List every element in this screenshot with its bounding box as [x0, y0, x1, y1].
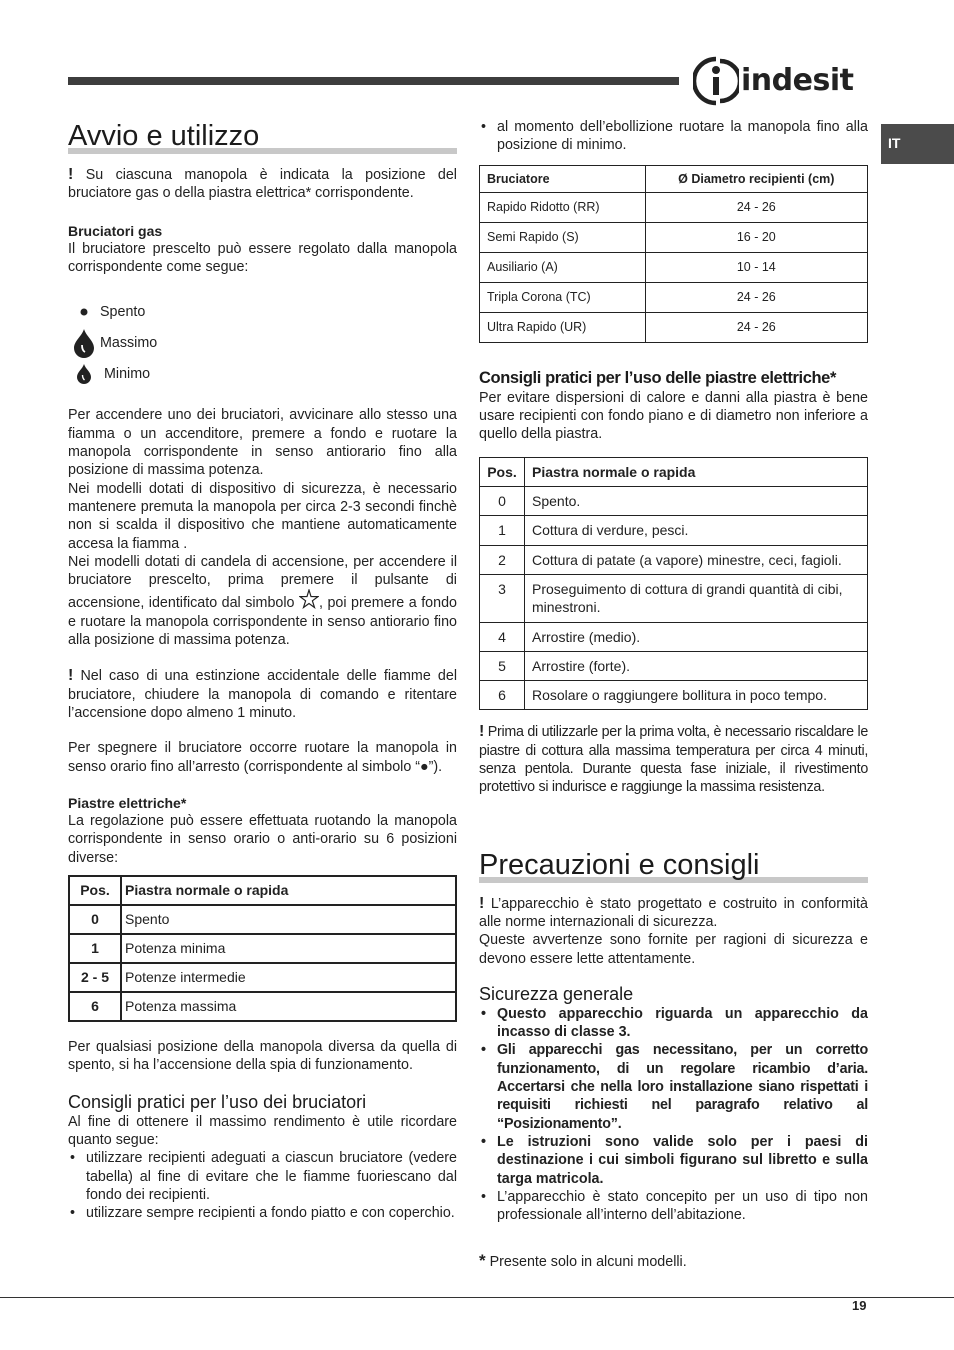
precautions-paragraph-2: Queste avvertenze sono fornite per ragioni di sicurezza e devono essere lette attentamente. — [479, 932, 868, 967]
list-item: • utilizzare sempre recipienti a fondo piatto e con coperchio. — [68, 1204, 457, 1222]
brand-logo — [693, 55, 871, 107]
burners-heading: Bruciatori gas — [68, 222, 163, 239]
table-cell: Semi Rapido (S) — [480, 222, 646, 252]
symbol-row-min — [68, 358, 457, 389]
table-header: Pos. — [480, 457, 525, 486]
spark-icon — [299, 589, 319, 609]
table-row — [480, 622, 868, 651]
table-cell: Rosolare o raggiungere bollitura in poco tempo. — [525, 681, 868, 710]
tips-list — [68, 1149, 457, 1222]
table-cell: Proseguimento di cottura di grandi quantità di cibi, minestroni. — [525, 574, 868, 622]
plates-text: La regolazione può essere effettuata ruotando la manopola corrispondente in senso orario o anti-orario su 6 posizioni diverse: — [68, 813, 457, 866]
table-row — [69, 934, 456, 963]
plates-table-left — [68, 875, 457, 1022]
burners-text: Il bruciatore prescelto può essere regolato dalla manopola corrispondente come segue: — [68, 240, 457, 276]
table-cell: Ultra Rapido (UR) — [480, 312, 646, 342]
ignite-paragraph-1: Per accendere uno dei bruciatori, avvicinare allo stesso una fiamma o un accenditore, premere a fondo e ruotare la manopola corrispondente in senso antiorario fino alla posizione di massima potenza. — [68, 407, 457, 479]
table-cell: 16 - 20 — [645, 222, 867, 252]
symbol-label: Minimo — [104, 365, 151, 382]
tips-heading: Consigli pratici per l’uso dei bruciatori — [68, 1091, 367, 1112]
table-cell: 4 — [480, 622, 525, 651]
large-flame-icon — [68, 328, 100, 358]
tips-text: Al fine di ottenere il massimo rendimento è utile ricordare quanto segue: — [68, 1113, 457, 1148]
table-cell: 3 — [480, 574, 525, 622]
footer-divider — [0, 1297, 954, 1298]
table-row — [480, 192, 868, 222]
table-cell: 2 — [480, 545, 525, 574]
left-column — [68, 118, 457, 1222]
table-row — [480, 282, 868, 312]
off-paragraph: Per spegnere il bruciatore occorre ruotare la manopola in senso orario fino all’arresto (corrispondente al simbolo “●”). — [68, 740, 457, 775]
table-row — [480, 487, 868, 516]
brand-name: indesit — [741, 63, 854, 98]
table-cell: 1 — [480, 516, 525, 545]
table-row — [480, 222, 868, 252]
table-cell: 0 — [480, 487, 525, 516]
table-row — [69, 992, 456, 1021]
table-cell: Arrostire (medio). — [525, 622, 868, 651]
table-cell: Tripla Corona (TC) — [480, 282, 646, 312]
symbol-row-off — [68, 296, 457, 327]
table-header-row — [480, 457, 868, 486]
table-cell: Cottura di verdure, pesci. — [525, 516, 868, 545]
right-column — [479, 118, 868, 1224]
first-use-paragraph: ! Prima di utilizzarle per la prima volta, è necessario riscaldare le piastre di cottura alla massima temperatura per circa 4 minuti, senza pentola. Durante questa fase iniziale, il rivestimento protettivo si indurisce e raggiunge la massima resistenza. — [479, 723, 868, 796]
asterisk-mark: * — [479, 1251, 486, 1270]
table-cell: 24 - 26 — [645, 282, 867, 312]
list-item: • Questo apparecchio riguarda un apparecchio da incasso di classe 3. — [479, 1005, 868, 1042]
table-row — [69, 905, 456, 934]
plates-heading: Piastre elettriche* — [68, 794, 187, 811]
table-row — [480, 651, 868, 680]
table-cell: Arrostire (forte). — [525, 651, 868, 680]
table-cell: Ausiliario (A) — [480, 252, 646, 282]
table-row — [480, 312, 868, 342]
table-header-row — [69, 876, 456, 905]
list-item: • Gli apparecchi gas necessitano, per un corretto funzionamento, di un regolare ricambio d’aria. Accertarsi che nella loro installazione siano rispettati i requisiti richiesti nel paragrafo relativo al “Posizionamento”. — [479, 1041, 868, 1132]
plates-tips-heading: Consigli pratici per l’uso delle piastre elettriche* — [479, 368, 836, 387]
ignite-paragraph-3: Nei modelli dotati di candela di accensione, per accendere il bruciatore prescelto, prima premere il pulsante di accensione, identificato dal simbolo , poi premere a fondo e ruotare la manopola corrispondente in senso antiorario fino alla posizione di massima potenza. — [68, 553, 457, 649]
ignite-paragraph-2: Nei modelli dotati di dispositivo di sicurezza, è necessario mantenere premuta la manopola per circa 2-3 secondi finchè non si scalda il dispositivo che mantiene automaticamente accesa la fiamma . — [68, 480, 457, 552]
warning-mark: ! — [479, 723, 485, 741]
table-cell: 24 - 26 — [645, 192, 867, 222]
table-header: Pos. — [69, 876, 121, 905]
plates-table-right — [479, 457, 868, 711]
table-row — [480, 681, 868, 710]
plates-tips-text: Per evitare dispersioni di calore e danni alla piastra è bene usare recipienti con fondo piano e di diametro non inferiore a quello della piastra. — [479, 389, 868, 443]
list-item: • L’apparecchio è stato concepito per un uso di tipo non professionale all’interno dell’abitazione. — [479, 1188, 868, 1225]
safety-list — [479, 1005, 868, 1225]
header-bar — [68, 77, 679, 85]
symbol-legend — [68, 296, 457, 389]
list-item: • utilizzare recipienti adeguati a ciascun bruciatore (vedere tabella) al fine di evitare che le fiamme fuoriescano dal fondo dei recipienti. — [68, 1149, 457, 1204]
indesit-logo-icon — [693, 55, 739, 107]
table-header: Piastra normale o rapida — [121, 876, 456, 905]
footnote: * Presente solo in alcuni modelli. — [479, 1251, 687, 1270]
small-flame-icon — [68, 363, 100, 385]
symbol-row-max — [68, 327, 457, 358]
table-row — [480, 574, 868, 622]
table-cell: 24 - 26 — [645, 312, 867, 342]
table-header: Piastra normale o rapida — [525, 457, 868, 486]
tips-list-continued — [479, 118, 868, 155]
language-tab: IT — [881, 124, 954, 164]
table-cell: 6 — [480, 681, 525, 710]
table-cell: Spento. — [525, 487, 868, 516]
burner-diameter-table — [479, 165, 868, 343]
page-number: 19 — [852, 1298, 867, 1313]
table-header: Bruciatore — [480, 165, 646, 192]
table-cell: 2 - 5 — [69, 963, 121, 992]
after-table-paragraph: Per qualsiasi posizione della manopola diversa da quella di spento, si ha l’accensione della spia di funzionamento. — [68, 1039, 457, 1074]
table-cell: 10 - 14 — [645, 252, 867, 282]
warning-mark: ! — [68, 166, 74, 183]
table-cell: 0 — [69, 905, 121, 934]
symbol-label: Massimo — [100, 334, 158, 351]
table-header-row — [480, 165, 868, 192]
symbol-label: Spento — [100, 303, 146, 320]
safety-heading: Sicurezza generale — [479, 983, 634, 1004]
table-row — [480, 516, 868, 545]
table-cell: 1 — [69, 934, 121, 963]
table-header: Ø Diametro recipienti (cm) — [645, 165, 867, 192]
list-item: • Le istruzioni sono valide solo per i paesi di destinazione i cui simboli figurano sul libretto e sulla targa matricola. — [479, 1133, 868, 1188]
dot-icon — [68, 308, 100, 316]
table-cell: Cottura di patate (a vapore) minestre, ceci, fagioli. — [525, 545, 868, 574]
table-cell: Potenza minima — [121, 934, 456, 963]
warning-mark: ! — [479, 894, 485, 912]
table-row — [69, 963, 456, 992]
table-row — [480, 252, 868, 282]
table-cell: 5 — [480, 651, 525, 680]
table-cell: Potenza massima — [121, 992, 456, 1021]
table-cell: Potenze intermedie — [121, 963, 456, 992]
list-item: • al momento dell’ebollizione ruotare la manopola fino alla posizione di minimo. — [479, 118, 868, 155]
intro-paragraph: ! Su ciascuna manopola è indicata la posizione del bruciatore gas o della piastra elettrica* corrispondente. — [68, 166, 457, 202]
warning-mark: ! — [68, 667, 74, 685]
table-cell: 6 — [69, 992, 121, 1021]
precautions-paragraph-1: ! L’apparecchio è stato progettato e costruito in conformità alle norme internazionali di sicurezza. — [479, 894, 868, 930]
warning-paragraph: ! Nel caso di una estinzione accidentale delle fiamme del bruciatore, chiudere la manopola di comando e ritentare l’accensione dopo almeno 1 minuto. — [68, 667, 457, 721]
table-cell: Rapido Ridotto (RR) — [480, 192, 646, 222]
table-cell: Spento — [121, 905, 456, 934]
table-row — [480, 545, 868, 574]
section-title-precauzioni: Precauzioni e consigli — [479, 847, 868, 885]
section-title-avvio: Avvio e utilizzo — [68, 118, 457, 156]
